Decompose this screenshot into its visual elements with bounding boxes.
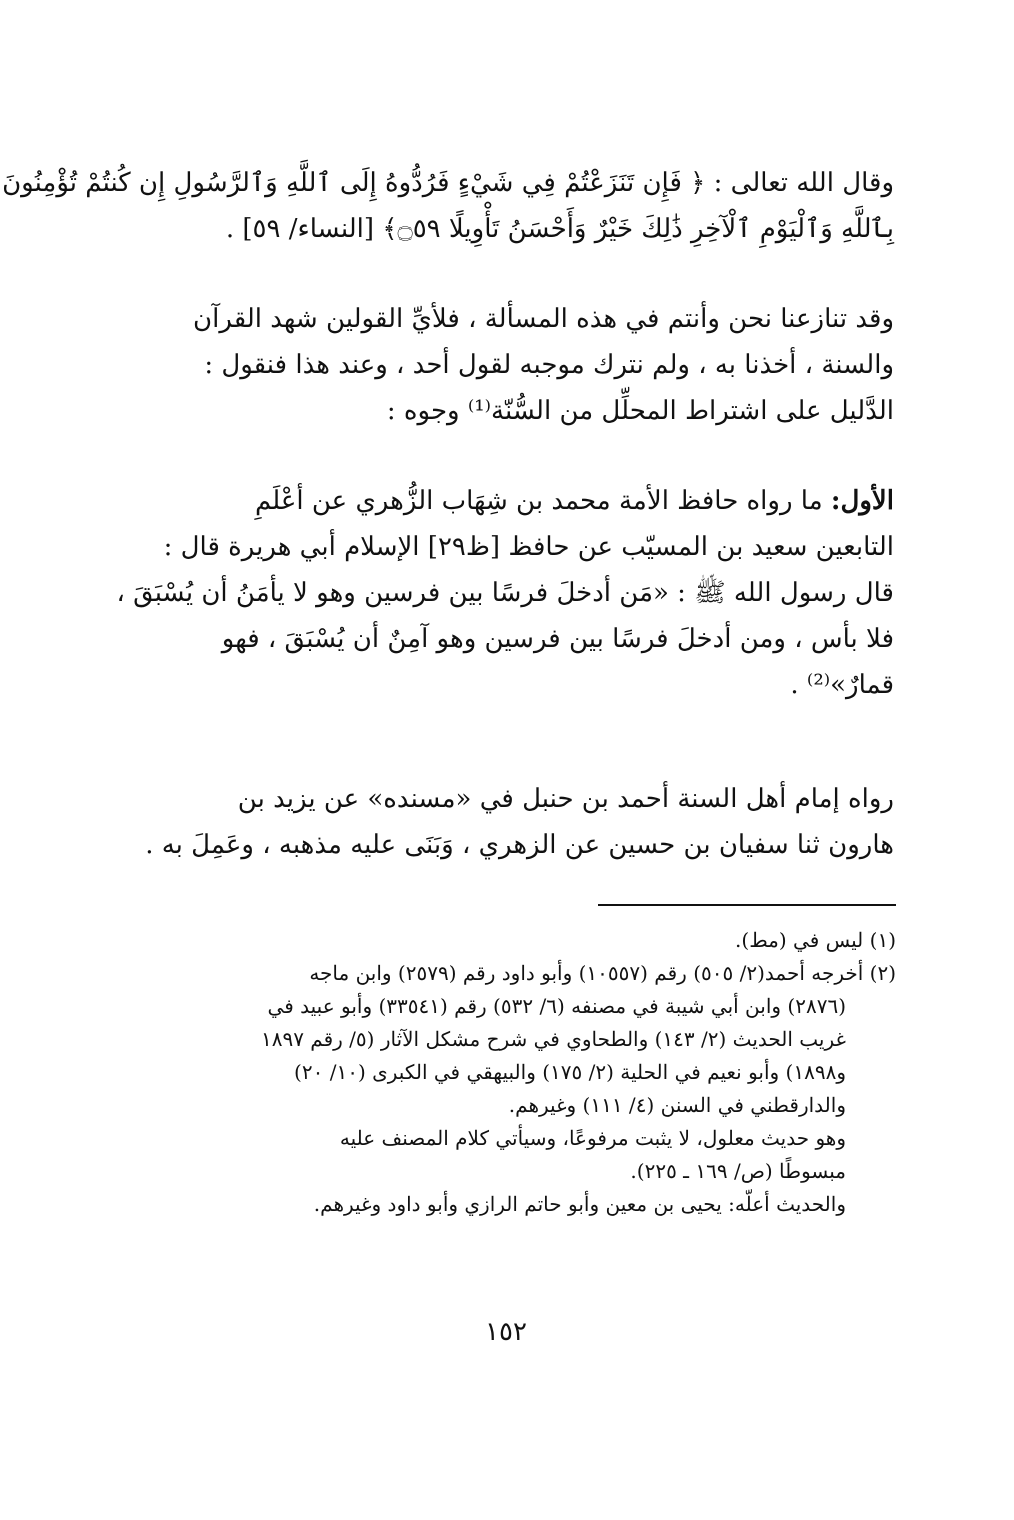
paragraph3-line-3: قال رسول الله ﷺ : «مَن أدخلَ فرسًا بين فرسين وهو لا يأمَنُ أن يُسْبَقَ ، — [116, 578, 894, 608]
first-evidence-heading: الأول: — [830, 486, 894, 516]
paragraph3-line-5: قمارٌ»⁽²⁾ . — [790, 670, 894, 700]
paragraph2-line-2: والسنة ، أخذنا به ، ولم نترك موجبه لقول أحد ، وعند هذا فنقول : — [204, 350, 894, 380]
footnote-2-line-8: والحديث أعلّه: يحيى بن معين وأبو حاتم الرازي وأبو داود وغيرهم. — [313, 1192, 846, 1216]
paragraph4-line-1: رواه إمام أهل السنة أحمد بن حنبل في «مسنده» عن يزيد بن — [237, 784, 894, 814]
footnotes — [118, 924, 896, 1221]
footnote-2-line-4: و١٨٩٨) وأبو نعيم في الحلية (٢/ ١٧٥) والبيهقي في الكبرى (١٠/ ٢٠) — [294, 1060, 846, 1084]
verse-line-1: وقال الله تعالى : ﴿ فَإِن تَنَزَعْتُمْ فِي شَيْءٍ فَرُدُّوهُ إِلَى ٱللَّهِ وَٱلرَّسُولِ إِن كُنتُمْ تُؤْمِنُونَ — [2, 168, 894, 198]
footnote-2-line-1: (٢) أخرجه أحمد(٢/ ٥٠٥) رقم (١٠٥٥٧) وأبو داود رقم (٢٥٧٩) وابن ماجه — [309, 961, 896, 985]
footnote-2-line-2: (٢٨٧٦) وابن أبي شيبة في مصنفه (٦/ ٥٣٢) رقم (٣٣٥٤١) وأبو عبيد في — [267, 994, 846, 1018]
paragraph3-line-1-text: ما رواه حافظ الأمة محمد بن شِهَاب الزُّهري عن أعْلَمِ — [254, 486, 831, 516]
footnote-1: (١) ليس في (مط). — [735, 928, 896, 952]
narration-paragraph — [118, 776, 894, 868]
footnote-2-line-7: مبسوطًا (ص/ ١٦٩ ـ ٢٢٥). — [630, 1159, 846, 1183]
page-number: ١٥٢ — [485, 1317, 527, 1347]
paragraph3-line-4: فلا بأس ، ومن أدخلَ فرسًا بين فرسين وهو آمِنٌ أن يُسْبَقَ ، فهو — [221, 624, 894, 654]
quran-verse-paragraph — [2, 160, 894, 252]
dispute-paragraph — [118, 296, 894, 434]
paragraph3-line-2: التابعين سعيد بن المسيّب عن حافظ [ظ٢٩] الإسلام أبي هريرة قال : — [163, 532, 894, 562]
footnote-2-line-6: وهو حديث معلول، لا يثبت مرفوعًا، وسيأتي كلام المصنف عليه — [339, 1126, 846, 1150]
footnote-2-line-3: غريب الحديث (٢/ ١٤٣) والطحاوي في شرح مشكل الآثار (٥/ رقم ١٨٩٧ — [260, 1027, 846, 1051]
paragraph2-line-3: الدَّليل على اشتراط المحلِّل من السُّنّة⁽¹⁾ وجوه : — [386, 396, 894, 426]
footnote-separator — [598, 904, 896, 906]
paragraph3-line-1 — [118, 478, 894, 524]
footnote-2-line-5: والدارقطني في السنن (٤/ ١١١) وغيرهم. — [508, 1093, 846, 1117]
verse-line-2: بِٱللَّهِ وَٱلْيَوْمِ ٱلْآخِرِ ذَٰلِكَ خَيْرٌ وَأَحْسَنُ تَأْوِيلًا ۝٥٩﴾ [النساء/ ٥٩] . — [225, 214, 894, 244]
first-evidence-paragraph — [118, 478, 894, 708]
paragraph4-line-2: هارون ثنا سفيان بن حسين عن الزهري ، وَبَنَى عليه مذهبه ، وعَمِلَ به . — [145, 830, 894, 860]
paragraph2-line-1: وقد تنازعنا نحن وأنتم في هذه المسألة ، فلأيِّ القولين شهد القرآن — [193, 304, 894, 334]
